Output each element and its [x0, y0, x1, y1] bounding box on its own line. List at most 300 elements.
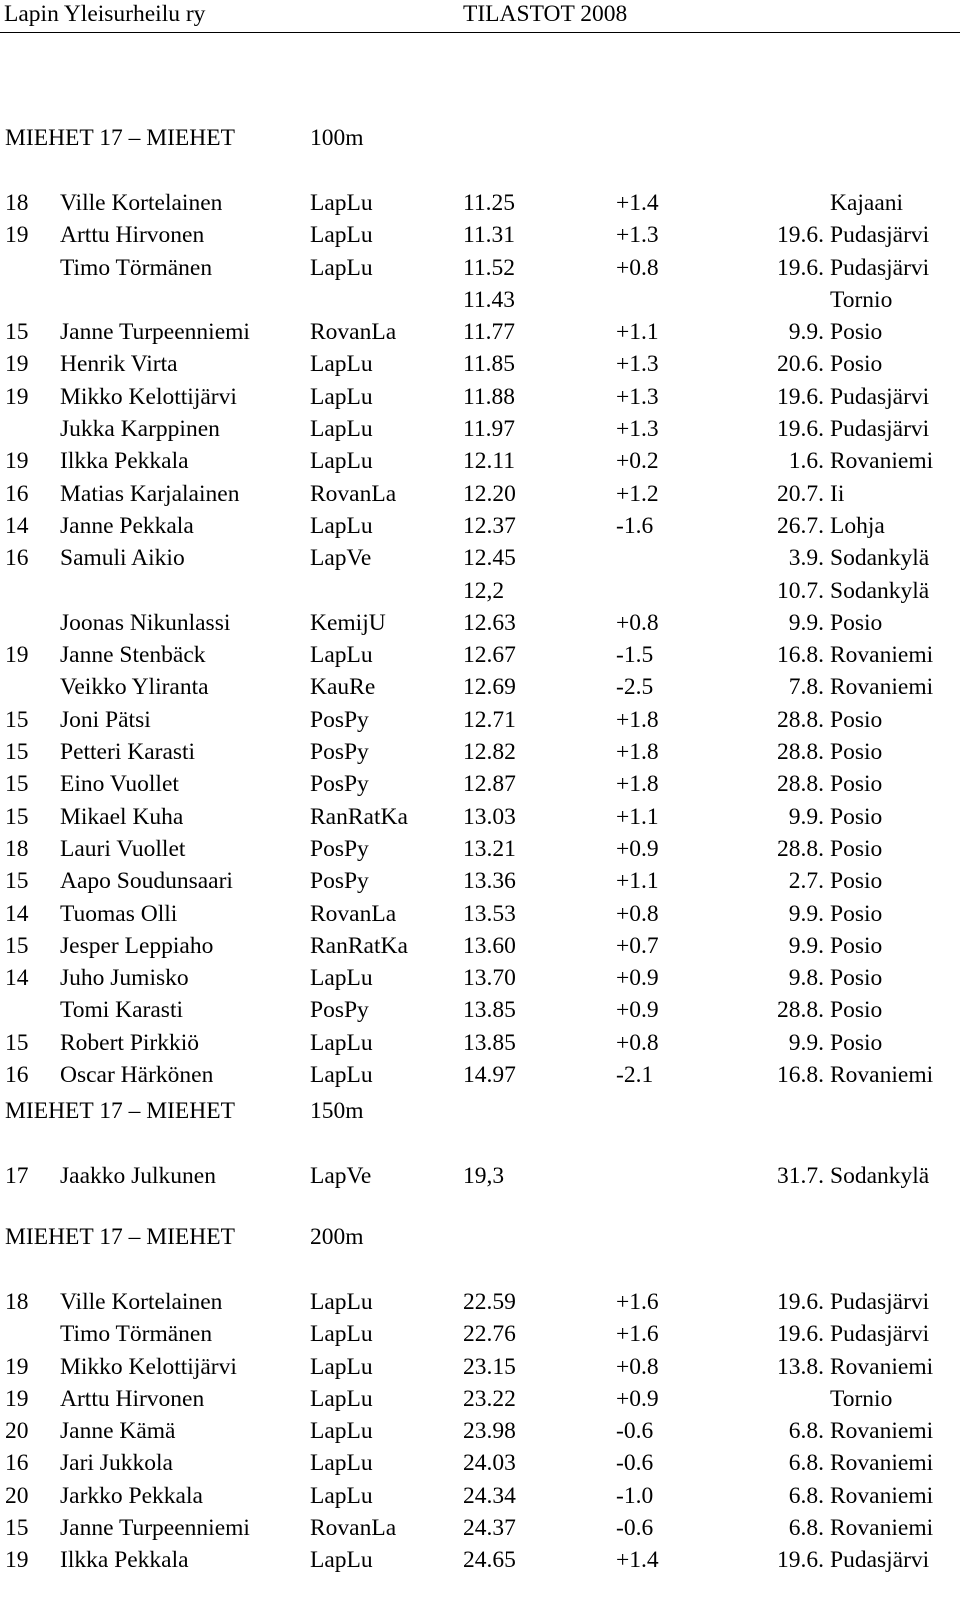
table-row [0, 962, 960, 994]
header-divider [0, 32, 960, 33]
athlete-birth-year: 19 [5, 351, 29, 378]
club-name: LapLu [310, 416, 373, 443]
result-time: 13.85 [463, 997, 516, 1024]
athlete-name: Tomi Karasti [60, 997, 184, 1024]
competition-date: 1.6. [788, 448, 824, 475]
competition-date: 28.8. [777, 771, 824, 798]
athlete-birth-year: 18 [5, 190, 29, 216]
athlete-birth-year: 16 [5, 1062, 29, 1089]
athlete-name: Mikko Kelottijärvi [60, 383, 237, 410]
competition-date: 16.8. [777, 642, 824, 669]
table-row [0, 1059, 960, 1091]
table-row [0, 510, 960, 542]
table-row [0, 1286, 960, 1318]
wind-reading: +0.8 [616, 1029, 659, 1056]
table-row [0, 1512, 960, 1544]
table-row [0, 671, 960, 703]
table-row [0, 801, 960, 833]
competition-date: 3.9. [788, 545, 824, 572]
club-name: RanRatKa [310, 803, 408, 830]
athlete-name: Jukka Karppinen [60, 416, 220, 443]
competition-date: 2.7. [788, 868, 824, 895]
club-name: LapLu [310, 1062, 373, 1089]
table-row [0, 219, 960, 251]
club-name: LapLu [310, 965, 373, 992]
competition-place: Posio [830, 609, 883, 636]
competition-date: 26.7. [777, 512, 824, 539]
result-time: 23.15 [463, 1353, 516, 1380]
athlete-name: Arttu Hirvonen [60, 222, 205, 249]
results-section-100m [0, 122, 960, 1091]
competition-place: Posio [830, 1029, 883, 1056]
wind-reading: +1.3 [616, 222, 659, 249]
competition-date: 31.7. [777, 1163, 824, 1189]
result-time: 13.36 [463, 868, 516, 895]
athlete-name: Aapo Soudunsaari [60, 868, 233, 895]
wind-reading: -0.6 [616, 1450, 654, 1477]
competition-place: Posio [830, 868, 883, 895]
table-row [0, 1383, 960, 1415]
wind-reading: +0.7 [616, 932, 659, 959]
club-name: LapLu [310, 351, 373, 378]
competition-place: Posio [830, 771, 883, 798]
result-time: 12.20 [463, 480, 516, 507]
competition-place: Tornio [830, 1385, 893, 1412]
wind-reading: +1.6 [616, 1321, 659, 1348]
athlete-name: Ville Kortelainen [60, 1289, 223, 1315]
table-row [0, 639, 960, 671]
competition-place: Pudasjärvi [830, 1321, 930, 1348]
result-time: 13.21 [463, 835, 516, 862]
athlete-name: Jarkko Pekkala [60, 1482, 203, 1509]
table-row [0, 1415, 960, 1447]
club-name: LapLu [310, 1482, 373, 1509]
organization-name: Lapin Yleisurheilu ry [4, 1, 206, 27]
table-row [0, 542, 960, 574]
competition-date: 10.7. [777, 577, 824, 604]
athlete-name: Henrik Virta [60, 351, 178, 378]
competition-place: Posio [830, 900, 883, 927]
wind-reading: +1.1 [616, 868, 659, 895]
athlete-name: Eino Vuollet [60, 771, 179, 798]
competition-date: 13.8. [777, 1353, 824, 1380]
table-row [0, 575, 960, 607]
result-time: 12.82 [463, 739, 516, 766]
wind-reading: +0.8 [616, 900, 659, 927]
table-row [0, 736, 960, 768]
club-name: RanRatKa [310, 932, 408, 959]
table-row [0, 994, 960, 1026]
result-time: 11.88 [463, 383, 516, 410]
table-row [0, 187, 960, 219]
table-row [0, 768, 960, 800]
competition-place: Pudasjärvi [830, 254, 930, 281]
wind-reading: +1.1 [616, 803, 659, 830]
athlete-name: Samuli Aikio [60, 545, 185, 572]
competition-date: 7.8. [788, 674, 824, 701]
club-name: LapLu [310, 1321, 373, 1348]
club-name: RovanLa [310, 900, 397, 927]
table-row [0, 1447, 960, 1479]
table-row [0, 865, 960, 897]
results-section-200m [0, 1221, 960, 1577]
wind-reading: +1.8 [616, 706, 659, 733]
competition-place: Lohja [830, 512, 885, 539]
club-name: LapLu [310, 1547, 373, 1574]
wind-reading: +1.2 [616, 480, 659, 507]
competition-place: Posio [830, 803, 883, 830]
section-title [0, 1221, 960, 1253]
club-name: PosPy [310, 739, 369, 766]
competition-place: Sodankylä [830, 577, 930, 604]
competition-date: 28.8. [777, 706, 824, 733]
table-row [0, 833, 960, 865]
section-title [0, 1095, 960, 1127]
competition-place: Posio [830, 965, 883, 992]
page-header [0, 0, 960, 34]
competition-place: Posio [830, 319, 883, 346]
athlete-birth-year: 19 [5, 448, 29, 475]
athlete-name: Janne Stenbäck [60, 642, 206, 669]
wind-reading: +1.3 [616, 416, 659, 443]
competition-date: 9.9. [788, 1029, 824, 1056]
competition-date: 19.6. [777, 416, 824, 443]
result-time: 11.43 [463, 286, 516, 313]
athlete-name: Mikael Kuha [60, 803, 184, 830]
result-time: 12.69 [463, 674, 516, 701]
club-name: PosPy [310, 835, 369, 862]
competition-place: Pudasjärvi [830, 222, 930, 249]
result-time: 12,2 [463, 577, 505, 604]
athlete-name: Ilkka Pekkala [60, 1547, 189, 1574]
athlete-name: Jari Jukkola [60, 1450, 173, 1477]
club-name: LapLu [310, 512, 373, 539]
competition-place: Rovaniemi [830, 642, 934, 669]
result-time: 12.67 [463, 642, 516, 669]
competition-date: 6.8. [788, 1482, 824, 1509]
athlete-name: Matias Karjalainen [60, 480, 240, 507]
competition-date: 9.8. [788, 965, 824, 992]
competition-date: 19.6. [777, 1547, 824, 1574]
club-name: PosPy [310, 997, 369, 1024]
table-row [0, 252, 960, 284]
result-time: 11.31 [463, 222, 516, 249]
wind-reading: +0.8 [616, 609, 659, 636]
table-row [0, 704, 960, 736]
publication-title: TILASTOT 2008 [463, 1, 628, 27]
competition-date: 20.7. [777, 480, 824, 507]
athlete-name: Ville Kortelainen [60, 190, 223, 216]
club-name: LapLu [310, 222, 373, 249]
table-row [0, 1318, 960, 1350]
section-title [0, 122, 960, 154]
competition-place: Pudasjärvi [830, 1289, 930, 1315]
table-row [0, 478, 960, 510]
competition-place: Ii [830, 480, 845, 507]
competition-place: Posio [830, 706, 883, 733]
result-time: 12.71 [463, 706, 516, 733]
athlete-birth-year: 20 [5, 1482, 29, 1509]
competition-date: 9.9. [788, 932, 824, 959]
club-name: RovanLa [310, 480, 397, 507]
athlete-birth-year: 18 [5, 835, 29, 862]
athlete-name: Joni Pätsi [60, 706, 151, 733]
athlete-name: Arttu Hirvonen [60, 1385, 205, 1412]
section-event-label: 200m [310, 1224, 364, 1250]
competition-date: 19.6. [777, 222, 824, 249]
result-time: 13.53 [463, 900, 516, 927]
competition-date: 28.8. [777, 739, 824, 766]
competition-place: Rovaniemi [830, 1450, 934, 1477]
result-time: 23.22 [463, 1385, 516, 1412]
wind-reading: -2.5 [616, 674, 654, 701]
athlete-name: Janne Pekkala [60, 512, 194, 539]
athlete-birth-year: 15 [5, 803, 29, 830]
competition-place: Posio [830, 351, 883, 378]
club-name: KauRe [310, 674, 376, 701]
athlete-name: Janne Kämä [60, 1418, 176, 1445]
competition-place: Rovaniemi [830, 674, 934, 701]
club-name: LapLu [310, 642, 373, 669]
wind-reading: +0.9 [616, 1385, 659, 1412]
result-time: 23.98 [463, 1418, 516, 1445]
wind-reading: +0.9 [616, 997, 659, 1024]
competition-place: Rovaniemi [830, 1482, 934, 1509]
athlete-name: Oscar Härkönen [60, 1062, 214, 1089]
athlete-birth-year: 19 [5, 1353, 29, 1380]
wind-reading: +0.2 [616, 448, 659, 475]
competition-date: 9.9. [788, 803, 824, 830]
wind-reading: +1.8 [616, 771, 659, 798]
athlete-name: Tuomas Olli [60, 900, 178, 927]
section-event-label: 100m [310, 125, 364, 151]
result-time: 12.37 [463, 512, 516, 539]
section-category-label: MIEHET 17 – MIEHET [5, 1098, 235, 1124]
competition-place: Posio [830, 997, 883, 1024]
competition-place: Rovaniemi [830, 1353, 934, 1380]
athlete-name: Janne Turpeenniemi [60, 1515, 250, 1542]
athlete-birth-year: 19 [5, 1547, 29, 1574]
wind-reading: -0.6 [616, 1418, 654, 1445]
athlete-birth-year: 19 [5, 383, 29, 410]
athlete-name: Jaakko Julkunen [60, 1163, 216, 1189]
athlete-name: Joonas Nikunlassi [60, 609, 231, 636]
table-row [0, 1544, 960, 1576]
athlete-birth-year: 19 [5, 222, 29, 249]
wind-reading: +0.8 [616, 1353, 659, 1380]
result-time: 13.03 [463, 803, 516, 830]
athlete-name: Janne Turpeenniemi [60, 319, 250, 346]
competition-date: 20.6. [777, 351, 824, 378]
athlete-name: Juho Jumisko [60, 965, 189, 992]
section-spacer [0, 1127, 960, 1160]
result-time: 12.87 [463, 771, 516, 798]
wind-reading: -1.5 [616, 642, 654, 669]
athlete-birth-year: 14 [5, 512, 29, 539]
wind-reading: -1.0 [616, 1482, 654, 1509]
wind-reading: +1.3 [616, 351, 659, 378]
results-section-150m [0, 1095, 960, 1192]
wind-reading: +0.9 [616, 965, 659, 992]
wind-reading: +0.9 [616, 835, 659, 862]
section-category-label: MIEHET 17 – MIEHET [5, 1224, 235, 1250]
result-time: 13.85 [463, 1029, 516, 1056]
athlete-birth-year: 15 [5, 319, 29, 346]
athlete-birth-year: 20 [5, 1418, 29, 1445]
club-name: LapVe [310, 545, 372, 572]
athlete-name: Timo Törmänen [60, 254, 213, 281]
athlete-birth-year: 16 [5, 1450, 29, 1477]
athlete-name: Petteri Karasti [60, 739, 196, 766]
club-name: LapLu [310, 383, 373, 410]
result-time: 19,3 [463, 1163, 505, 1189]
table-row [0, 1351, 960, 1383]
wind-reading: +0.8 [616, 254, 659, 281]
athlete-name: Veikko Yliranta [60, 674, 209, 701]
athlete-birth-year: 14 [5, 965, 29, 992]
club-name: LapLu [310, 1418, 373, 1445]
result-time: 12.63 [463, 609, 516, 636]
result-time: 22.59 [463, 1289, 516, 1315]
wind-reading: +1.8 [616, 739, 659, 766]
section-spacer [0, 1253, 960, 1286]
athlete-birth-year: 15 [5, 932, 29, 959]
result-time: 24.65 [463, 1547, 516, 1574]
athlete-birth-year: 14 [5, 900, 29, 927]
table-row [0, 607, 960, 639]
athlete-name: Jesper Leppiaho [60, 932, 214, 959]
result-time: 11.97 [463, 416, 516, 443]
athlete-birth-year: 15 [5, 868, 29, 895]
wind-reading: +1.4 [616, 1547, 659, 1574]
athlete-name: Mikko Kelottijärvi [60, 1353, 237, 1380]
wind-reading: -2.1 [616, 1062, 654, 1089]
wind-reading: +1.3 [616, 383, 659, 410]
club-name: LapLu [310, 1385, 373, 1412]
section-category-label: MIEHET 17 – MIEHET [5, 125, 235, 151]
result-time: 24.03 [463, 1450, 516, 1477]
result-time: 24.37 [463, 1515, 516, 1542]
club-name: LapLu [310, 1029, 373, 1056]
competition-place: Pudasjärvi [830, 383, 930, 410]
wind-reading: -0.6 [616, 1515, 654, 1542]
athlete-birth-year: 18 [5, 1289, 29, 1315]
table-row [0, 898, 960, 930]
result-time: 12.45 [463, 545, 516, 572]
wind-reading: +1.4 [616, 190, 659, 216]
athlete-birth-year: 16 [5, 480, 29, 507]
competition-date: 6.8. [788, 1418, 824, 1445]
competition-place: Posio [830, 932, 883, 959]
competition-date: 16.8. [777, 1062, 824, 1089]
competition-date: 9.9. [788, 900, 824, 927]
athlete-name: Lauri Vuollet [60, 835, 186, 862]
table-row [0, 1160, 960, 1192]
table-row [0, 930, 960, 962]
athlete-birth-year: 15 [5, 1515, 29, 1542]
result-time: 14.97 [463, 1062, 516, 1089]
competition-date: 6.8. [788, 1450, 824, 1477]
athlete-name: Ilkka Pekkala [60, 448, 189, 475]
table-row [0, 413, 960, 445]
athlete-birth-year: 15 [5, 1029, 29, 1056]
competition-date: 6.8. [788, 1515, 824, 1542]
result-time: 13.60 [463, 932, 516, 959]
club-name: PosPy [310, 706, 369, 733]
competition-place: Pudasjärvi [830, 416, 930, 443]
competition-place: Rovaniemi [830, 1418, 934, 1445]
club-name: RovanLa [310, 319, 397, 346]
competition-place: Rovaniemi [830, 448, 934, 475]
club-name: PosPy [310, 868, 369, 895]
table-row [0, 1027, 960, 1059]
section-event-label: 150m [310, 1098, 364, 1124]
club-name: LapLu [310, 448, 373, 475]
result-time: 13.70 [463, 965, 516, 992]
competition-date: 28.8. [777, 997, 824, 1024]
result-time: 24.34 [463, 1482, 516, 1509]
club-name: RovanLa [310, 1515, 397, 1542]
table-row [0, 316, 960, 348]
table-row [0, 1480, 960, 1512]
result-time: 11.77 [463, 319, 516, 346]
result-time: 12.11 [463, 448, 516, 475]
result-time: 11.25 [463, 190, 516, 216]
wind-reading: -1.6 [616, 512, 654, 539]
table-row [0, 284, 960, 316]
athlete-birth-year: 19 [5, 1385, 29, 1412]
result-time: 11.85 [463, 351, 516, 378]
competition-date: 19.6. [777, 1289, 824, 1315]
club-name: LapVe [310, 1163, 372, 1189]
competition-place: Kajaani [830, 190, 904, 216]
competition-date: 19.6. [777, 254, 824, 281]
wind-reading: +1.6 [616, 1289, 659, 1315]
competition-place: Rovaniemi [830, 1515, 934, 1542]
competition-place: Rovaniemi [830, 1062, 934, 1089]
result-time: 22.76 [463, 1321, 516, 1348]
wind-reading: +1.1 [616, 319, 659, 346]
club-name: PosPy [310, 771, 369, 798]
athlete-birth-year: 17 [5, 1163, 29, 1189]
section-spacer [0, 154, 960, 187]
competition-date: 19.6. [777, 1321, 824, 1348]
club-name: LapLu [310, 254, 373, 281]
competition-date: 9.9. [788, 609, 824, 636]
club-name: LapLu [310, 190, 373, 216]
table-row [0, 381, 960, 413]
club-name: KemijU [310, 609, 386, 636]
club-name: LapLu [310, 1450, 373, 1477]
athlete-birth-year: 15 [5, 739, 29, 766]
athlete-name: Timo Törmänen [60, 1321, 213, 1348]
result-time: 11.52 [463, 254, 516, 281]
athlete-birth-year: 16 [5, 545, 29, 572]
competition-place: Sodankylä [830, 1163, 930, 1189]
competition-place: Pudasjärvi [830, 1547, 930, 1574]
table-row [0, 445, 960, 477]
competition-place: Posio [830, 835, 883, 862]
athlete-name: Robert Pirkkiö [60, 1029, 200, 1056]
club-name: LapLu [310, 1289, 373, 1315]
competition-place: Posio [830, 739, 883, 766]
club-name: LapLu [310, 1353, 373, 1380]
athlete-birth-year: 19 [5, 642, 29, 669]
competition-place: Tornio [830, 286, 893, 313]
athlete-birth-year: 15 [5, 706, 29, 733]
athlete-birth-year: 15 [5, 771, 29, 798]
competition-date: 9.9. [788, 319, 824, 346]
